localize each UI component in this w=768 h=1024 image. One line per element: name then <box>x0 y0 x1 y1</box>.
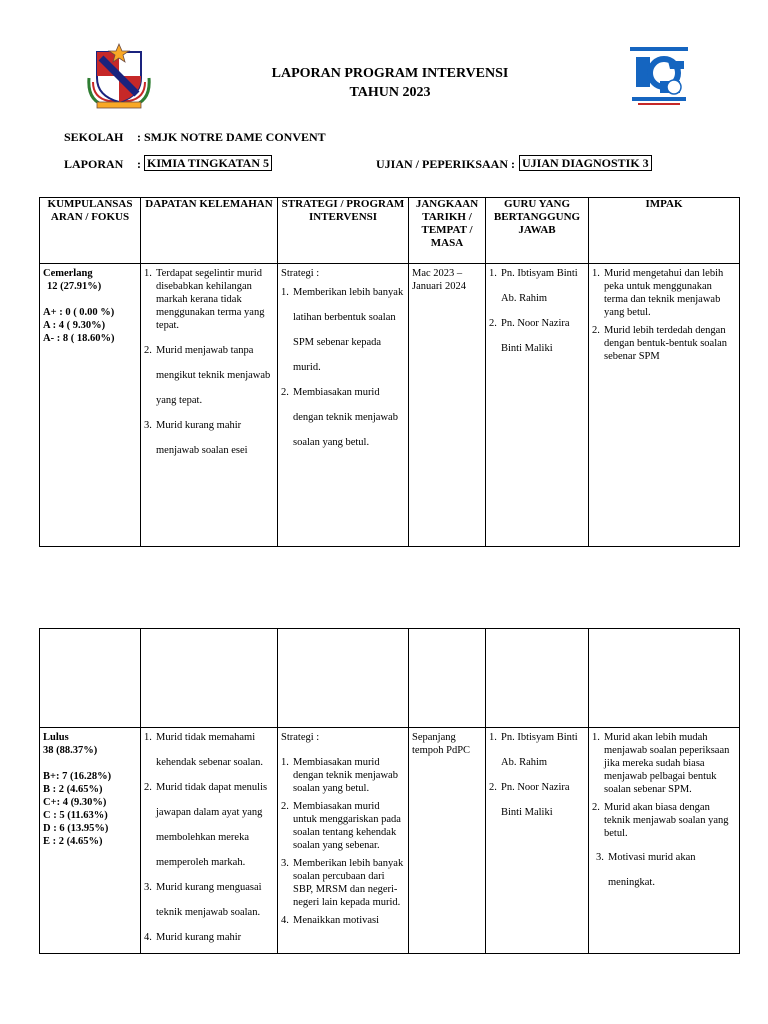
col-header-dapatan: DAPATAN KELEMAHAN <box>141 198 278 264</box>
group-count: 12 (27.91%) <box>47 281 102 292</box>
group-count: 38 (88.37%) <box>43 745 98 756</box>
list-item: 1. Membiasakan murid dengan teknik menjawab soalan yang betul. <box>281 757 398 794</box>
title-line2: TAHUN 2023 <box>349 85 431 100</box>
teacher-cell <box>486 728 589 954</box>
grade-line: B : 2 (4.65%) <box>43 784 103 795</box>
grade-line: C+: 4 (9.30%) <box>43 797 107 808</box>
table-2-viewport <box>0 628 768 1024</box>
teacher-list <box>489 725 585 825</box>
strategy-cell <box>278 264 409 547</box>
intervention-table-2 <box>39 628 740 954</box>
list-item: 2. Membiasakan murid dengan teknik menjawab soalan yang betul. <box>281 387 398 448</box>
school-crest-logo <box>83 38 155 110</box>
group-name: Lulus <box>43 732 69 743</box>
grade-line: A+ : 0 ( 0.00 %) <box>43 307 115 318</box>
col-header-kumpulan: KUMPULANSAS ARAN / FOKUS <box>40 198 141 264</box>
table-row-lulus <box>40 728 740 954</box>
list-item: 3. Murid kurang menguasai teknik menjawab soalan. <box>144 882 262 918</box>
sekolah-label: SEKOLAH <box>64 130 124 144</box>
impact-list <box>592 267 736 363</box>
empty-row <box>40 629 740 728</box>
list-item: 4. Menaikkan motivasi <box>281 915 380 926</box>
list-item: 1. Pn. Ibtisyam Binti Ab. Rahim <box>489 732 578 768</box>
laporan-colon: : <box>137 157 141 171</box>
list-item: 2. Murid lebih terdedah dengan dengan bentuk-bentuk soalan sebenar SPM <box>592 325 728 362</box>
list-item: 2. Membiasakan murid untuk menggariskan pada soalan tentang kehendak soalan yang sebenar. <box>281 801 401 851</box>
strategy-label: Strategi : <box>281 268 320 279</box>
report-title <box>190 64 590 102</box>
grade-line: B+: 7 (16.28%) <box>43 771 112 782</box>
col-header-guru: GURU YANG BERTANGGUNG JAWAB <box>486 198 589 264</box>
list-item: 2. Pn. Noor Nazira Binti Maliki <box>489 782 570 818</box>
col-header-strategi: STRATEGI / PROGRAM INTERVENSI <box>278 198 409 264</box>
weakness-cell <box>141 728 278 954</box>
laporan-value: KIMIA TINGKATAN 5 <box>144 155 272 171</box>
weakness-cell <box>141 264 278 547</box>
impact-list <box>592 731 736 840</box>
timeline-cell: Mac 2023 – Januari 2024 <box>409 264 486 547</box>
strategy-list <box>281 280 405 455</box>
list-item: 1. Memberikan lebih banyak latihan berbentuk soalan SPM sebenar kepada murid. <box>281 287 404 373</box>
intervention-table-1 <box>39 197 740 547</box>
ministry-logo <box>630 47 688 107</box>
timeline-cell: Sepanjang tempoh PdPC <box>409 728 486 954</box>
list-item: 1. Murid mengetahui dan lebih peka untuk menggunakan terma dan teknik menjawab yang betul. <box>592 268 724 318</box>
list-item: 2. Murid menjawab tanpa mengikut teknik menjawab yang tepat. <box>144 345 271 406</box>
list-item: 1. Murid tidak memahami kehendak sebenar soalan. <box>144 732 263 768</box>
ujian-label: UJIAN / PEPERIKSAAN : <box>376 157 516 171</box>
list-item: 3. Memberikan lebih banyak soalan percubaan dari SBP, MRSM dan negeri-negeri lain kepada murid. <box>281 858 404 908</box>
list-item: 2. Pn. Noor Nazira Binti Maliki <box>489 318 570 354</box>
grade-line: E : 2 (4.65%) <box>43 836 103 847</box>
strategy-label: Strategi : <box>281 732 320 743</box>
list-item: 3. Motivasi murid akan meningkat. <box>596 852 696 888</box>
impact-cell <box>589 728 740 954</box>
table-header-row <box>40 198 740 264</box>
grade-line: A- : 8 ( 18.60%) <box>43 333 115 344</box>
group-cell <box>40 264 141 547</box>
sekolah-value: : SMJK NOTRE DAME CONVENT <box>137 130 326 144</box>
list-item: 2. Murid akan biasa dengan teknik menjawab soalan yang betul. <box>592 802 729 839</box>
grade-line: A : 4 ( 9.30%) <box>43 320 106 331</box>
title-line1: LAPORAN PROGRAM INTERVENSI <box>271 66 509 81</box>
group-name: Cemerlang <box>43 268 93 279</box>
ujian-value: UJIAN DIAGNOSTIK 3 <box>519 155 652 171</box>
col-header-impak: IMPAK <box>589 198 740 264</box>
impact-cell <box>589 264 740 547</box>
grade-line: C : 5 (11.63%) <box>43 810 108 821</box>
list-item: 2. Murid tidak dapat menulis jawapan dalam ayat yang membolehkan mereka memperoleh markah. <box>144 782 268 868</box>
laporan-label: LAPORAN <box>64 157 124 171</box>
list-item: 4. Murid kurang mahir <box>144 932 242 943</box>
weakness-list <box>144 725 274 950</box>
teacher-list <box>489 261 585 361</box>
strategy-cell <box>278 728 409 954</box>
list-item: 1. Pn. Ibtisyam Binti Ab. Rahim <box>489 268 578 304</box>
list-item: 1. Murid akan lebih mudah menjawab soalan peperiksaan jika mereka sudah biasa menjawab pelbagai bentuk soalan sebenar SPM. <box>592 732 730 795</box>
col-header-jangkaan: JANGKAAN TARIKH / TEMPAT / MASA <box>409 198 486 264</box>
list-item: 3. Murid kurang mahir menjawab soalan esei <box>144 420 248 456</box>
strategy-list <box>281 756 405 927</box>
weakness-list <box>144 267 274 332</box>
grade-line: D : 6 (13.95%) <box>43 823 109 834</box>
teacher-cell <box>486 264 589 547</box>
list-item: 1. Terdapat segelintir murid disebabkan kehilangan markah kerana tidak menggunakan terma yang tepat. <box>144 268 265 331</box>
group-cell <box>40 728 141 954</box>
table-row-cemerlang <box>40 264 740 547</box>
